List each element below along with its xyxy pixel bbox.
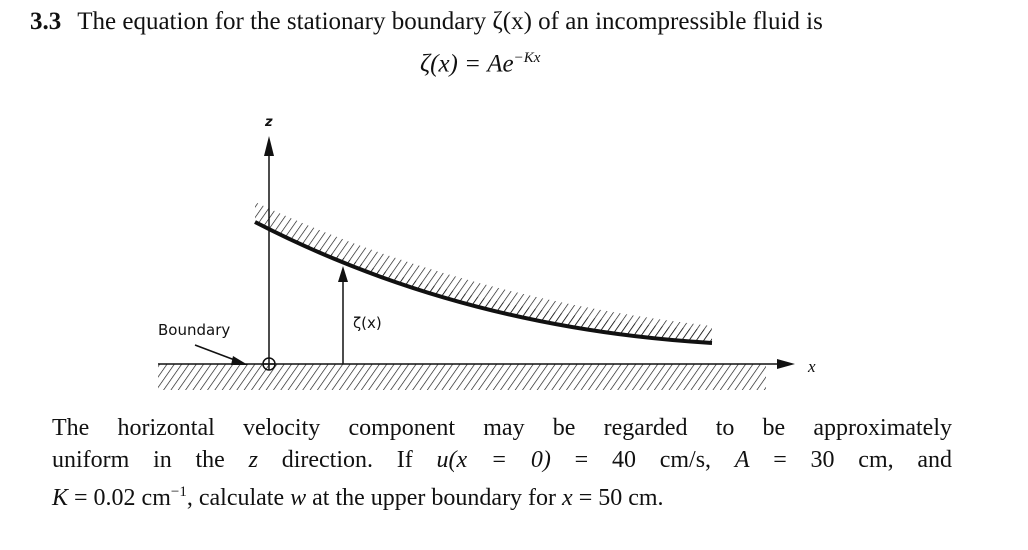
body-line-3-part-c: at the upper boundary for — [312, 485, 557, 511]
x-axis-label: x — [808, 357, 816, 376]
body-line-3-part-a: = 0.02 cm — [74, 485, 171, 511]
body-line-1-text: The horizontal velocity component may be regarded to be approximately — [52, 415, 952, 441]
body-var-K: K — [52, 485, 69, 511]
body-var-x: x — [562, 485, 573, 511]
body-line-3-part-b: , calculate — [186, 485, 285, 511]
zeta-label: ζ(x) — [353, 314, 382, 332]
body-line-2-part-c: 40 cm/s, — [611, 447, 712, 473]
x-axis-arrowhead — [777, 359, 795, 369]
body-line-2-part-e: and — [917, 447, 953, 473]
body-line-3 — [52, 476, 952, 514]
body-line-2-part-d: = 30 cm, — [773, 447, 894, 473]
body-var-A: A — [734, 447, 750, 473]
body-line-2-part-a: uniform in the — [52, 447, 225, 473]
problem-body — [52, 412, 952, 514]
body-var-z: z — [248, 447, 258, 473]
equation — [420, 50, 540, 78]
body-line-1 — [52, 412, 952, 444]
z-axis-arrowhead — [264, 136, 274, 156]
ground-hatch — [158, 364, 766, 390]
body-var-u: u(x = 0) — [436, 447, 551, 473]
boundary-label: Boundary — [158, 321, 231, 339]
body-superscript: −1 — [170, 484, 187, 500]
body-equals: = — [574, 447, 589, 473]
body-var-w: w — [290, 485, 307, 511]
body-line-2 — [52, 444, 952, 476]
boundary-pointer-arrowhead — [231, 356, 248, 365]
upper-boundary-hatch-top — [255, 202, 712, 343]
body-line-2-part-b: direction. If — [281, 447, 413, 473]
body-line-3-part-d: = 50 cm. — [578, 485, 664, 511]
problem-header — [30, 8, 1020, 36]
problem-number: 3.3 — [30, 8, 62, 35]
equation-lhs: ζ(x) = Ae — [420, 50, 514, 78]
zeta-arrowhead — [338, 266, 348, 282]
boundary-figure — [0, 100, 1028, 400]
z-axis-label: z — [265, 115, 273, 130]
problem-statement: The equation for the stationary boundary ζ(x) of an incompressible fluid is — [77, 8, 823, 35]
equation-exponent: −Kx — [513, 50, 541, 66]
